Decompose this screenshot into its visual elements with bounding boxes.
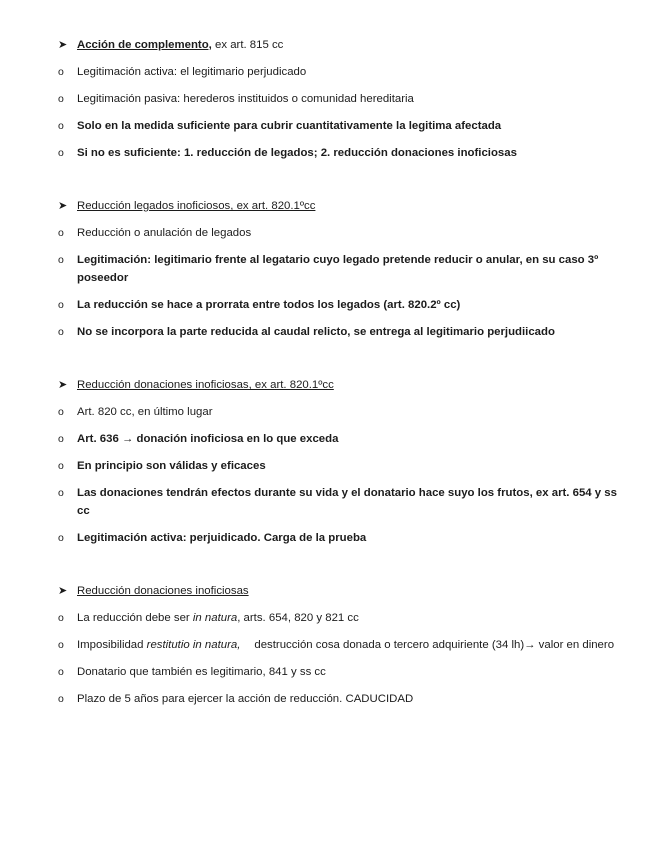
list-item: [58, 145, 618, 163]
list-item: [58, 324, 618, 342]
circle-bullet-icon: o: [58, 612, 64, 624]
list-item-text: Legitimación pasiva: herederos instituidos o comunidad hereditaria: [77, 93, 414, 105]
text-part: Imposibilidad: [77, 639, 147, 651]
list-item: [58, 664, 618, 682]
heading-bold-text: Acción de complemento,: [77, 39, 212, 51]
section-reduccion-legados: [58, 198, 618, 351]
circle-bullet-icon: o: [58, 460, 64, 472]
circle-bullet-icon: o: [58, 147, 64, 159]
list-item-text: La reducción se hace a prorrata entre todos los legados (art. 820.2º cc): [77, 298, 461, 311]
list-item: [58, 485, 618, 520]
circle-bullet-icon: o: [58, 693, 64, 705]
circle-bullet-icon: o: [58, 433, 64, 445]
circle-bullet-icon: o: [58, 487, 64, 499]
arrow-bullet-icon: ➤: [58, 39, 68, 51]
list-item: [58, 64, 618, 82]
circle-bullet-icon: o: [58, 254, 64, 266]
list-item: [58, 458, 618, 476]
circle-bullet-icon: o: [58, 406, 64, 418]
list-item-text: Legitimación activa: perjuidicado. Carga de la prueba: [77, 531, 367, 544]
list-item: [58, 530, 618, 548]
arrow-bullet-icon: ➤: [58, 200, 68, 212]
list-item: [58, 91, 618, 109]
section-heading: [58, 37, 618, 55]
list-item-text: Plazo de 5 años para ejercer la acción de reducción. CADUCIDAD: [77, 693, 414, 705]
list-item-text: Legitimación: legitimario frente al legatario cuyo legado pretende reducir o anular, en su caso 3º poseedor: [77, 254, 599, 284]
circle-bullet-icon: o: [58, 666, 64, 678]
list-item-text: [77, 612, 359, 624]
list-item: [58, 252, 618, 287]
list-item: [58, 118, 618, 136]
list-item: [58, 404, 618, 422]
circle-bullet-icon: o: [58, 639, 64, 651]
italic-text: in natura: [192, 612, 238, 624]
list-item-text: No se incorpora la parte reducida al caudal relicto, se entrega al legitimario perjudiicado: [77, 325, 555, 338]
circle-bullet-icon: o: [58, 298, 64, 311]
circle-bullet-icon: o: [58, 227, 64, 239]
list-item-text: Reducción o anulación de legados: [77, 227, 252, 239]
section-accion-complemento: [58, 37, 618, 172]
heading-text: Reducción legados inoficiosos, ex art. 820.1ºcc: [77, 200, 316, 212]
circle-bullet-icon: o: [58, 325, 64, 338]
arrow-bullet-icon: ➤: [58, 379, 68, 391]
list-item: [58, 431, 618, 449]
list-item-text: Legitimación activa: el legitimario perjudicado: [77, 66, 307, 78]
text-part: La reducción debe ser: [77, 612, 193, 624]
section-heading: [58, 583, 618, 601]
list-item: [58, 637, 618, 655]
text-part: destrucción cosa donada o tercero adquiriente (34 lh)→ valor en dinero: [254, 639, 615, 651]
section-heading: [58, 198, 618, 216]
list-item: [58, 691, 618, 709]
arrow-bullet-icon: ➤: [58, 585, 68, 597]
list-item-text: Donatario que también es legitimario, 841 y ss cc: [77, 666, 326, 678]
list-item-text: [77, 639, 614, 651]
heading-plain-text: ex art. 815 cc: [211, 39, 284, 51]
italic-text: restitutio in natura,: [146, 639, 241, 651]
circle-bullet-icon: o: [58, 120, 64, 132]
section-reduccion-donaciones: [58, 377, 618, 557]
circle-bullet-icon: o: [58, 93, 64, 105]
text-part: , arts. 654, 820 y 821 cc: [237, 612, 359, 624]
heading-text: Reducción donaciones inoficiosas, ex art. 820.1ºcc: [77, 379, 334, 391]
section-reduccion-donaciones-2: [58, 583, 618, 718]
list-item: [58, 225, 618, 243]
list-item-text: Art. 636 → donación inoficiosa en lo que exceda: [77, 433, 339, 445]
section-heading: [58, 377, 618, 395]
circle-bullet-icon: o: [58, 66, 64, 78]
list-item-text: Solo en la medida suficiente para cubrir cuantitativamente la legitima afectada: [77, 120, 502, 132]
list-item-text: En principio son válidas y eficaces: [77, 460, 266, 472]
heading-text: Reducción donaciones inoficiosas: [77, 585, 249, 597]
list-item: [58, 297, 618, 315]
circle-bullet-icon: o: [58, 531, 64, 544]
list-item-text: Art. 820 cc, en último lugar: [77, 406, 213, 418]
list-item-text: Si no es suficiente: 1. reducción de legados; 2. reducción donaciones inoficiosas: [77, 147, 517, 159]
list-item-text: Las donaciones tendrán efectos durante su vida y el donatario hace suyo los frutos, ex art. 654 y ss cc: [77, 487, 617, 517]
list-item: [58, 610, 618, 628]
